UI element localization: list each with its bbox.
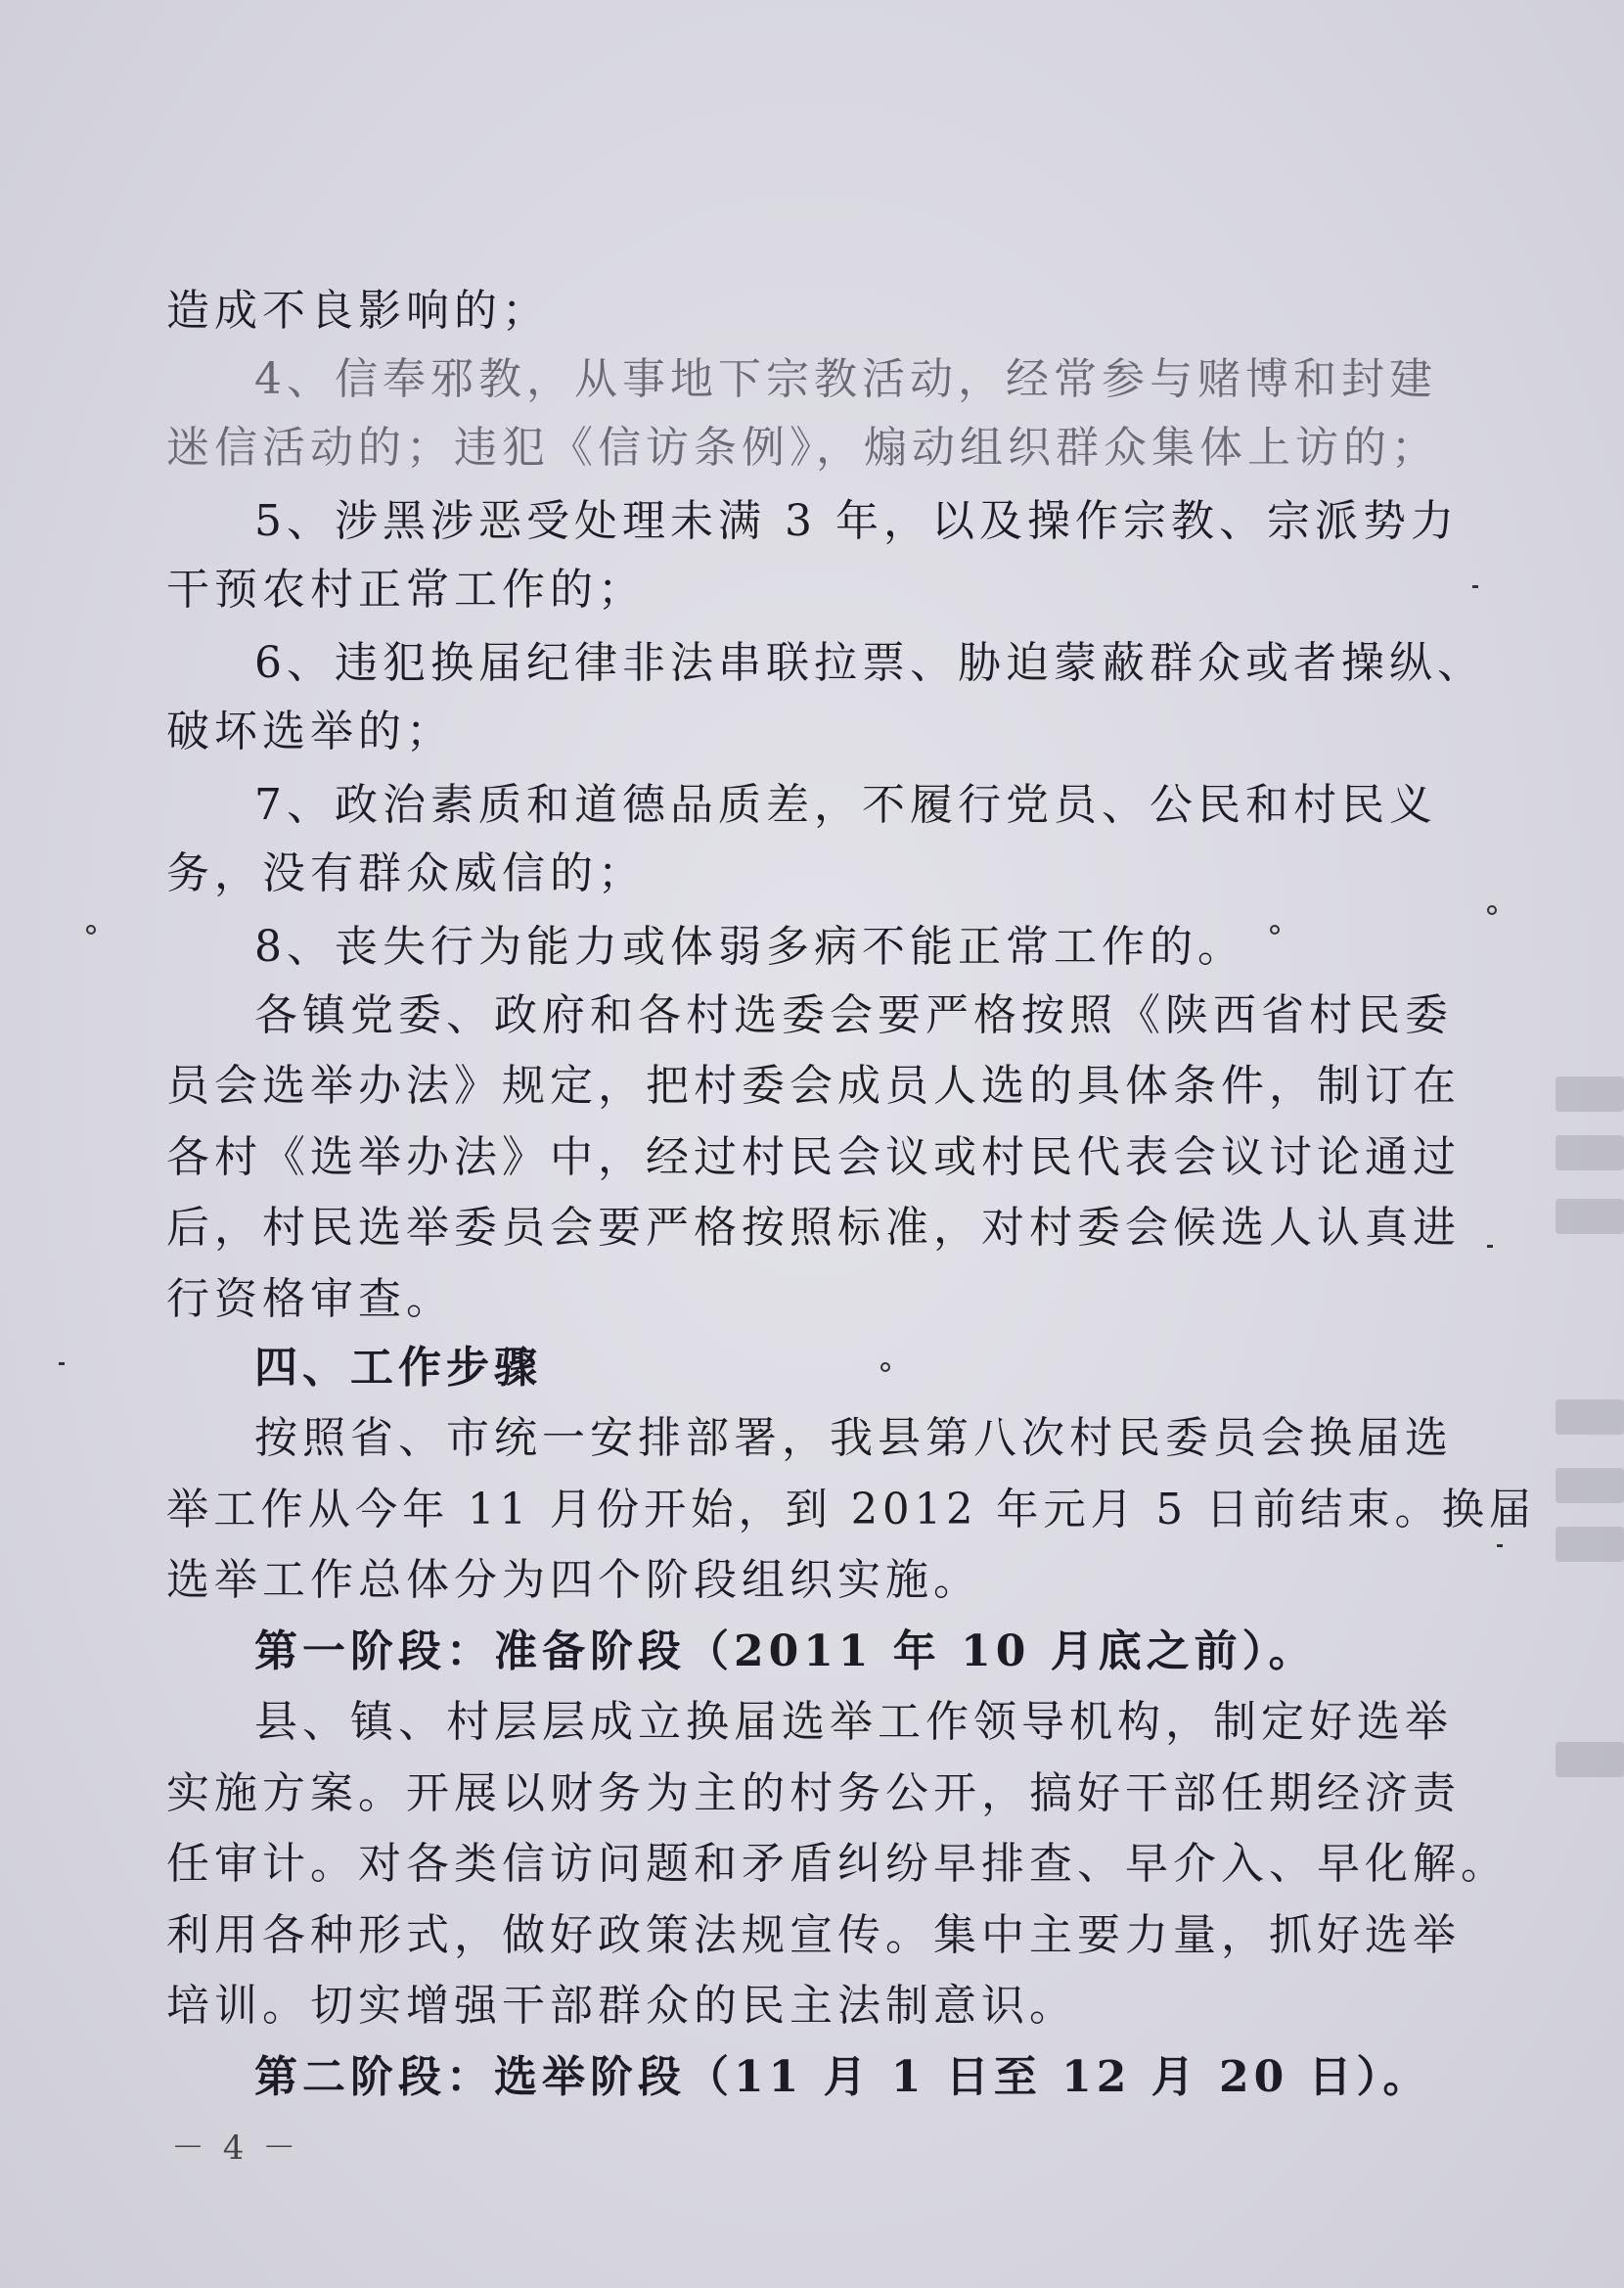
scan-mark [59,1362,65,1365]
text-line: 任审计。对各类信访问题和矛盾纠纷早排查、早介入、早化解。 [166,1839,1509,1889]
bleed-through-mark [1556,1468,1624,1503]
stage-heading: 第一阶段：准备阶段（2011 年 10 月底之前）。 [254,1626,1317,1676]
scan-mark [1497,1544,1503,1547]
text-line: 员会选举办法》规定，把村委会成员人选的具体条件，制订在 [166,1061,1461,1111]
text-line: 各村《选举办法》中，经过村民会议或村民代表会议讨论通过 [166,1132,1461,1182]
text-line: 干预农村正常工作的； [166,565,646,615]
text-line: 4、信奉邪教，从事地下宗教活动，经常参与赌博和封建 [254,354,1437,404]
scan-speck [1487,905,1497,915]
stage-heading: 第二阶段：选举阶段（11 月 1 日至 12 月 20 日）。 [254,2052,1431,2102]
bleed-through-mark [1556,1076,1624,1112]
text-line: 8、丧失行为能力或体弱多病不能正常工作的。 [254,922,1245,972]
scan-speck [1270,925,1280,935]
scan-mark [1487,1245,1493,1248]
scan-mark [1472,585,1478,588]
text-line: 5、涉黑涉恶受处理未满 3 年，以及操作宗教、宗派势力 [254,496,1459,546]
bleed-through-mark [1556,1135,1624,1170]
text-line: 按照省、市统一安排部署，我县第八次村民委员会换届选 [254,1413,1453,1463]
text-line: 行资格审查。 [166,1274,454,1324]
text-line: 培训。切实增强干部群众的民主法制意识。 [166,1981,1077,2031]
bleed-through-mark [1556,1199,1624,1234]
text-line: 实施方案。开展以财务为主的村务公开，搞好干部任期经济责 [166,1768,1461,1818]
text-line: 后，村民选举委员会要严格按照标准，对村委会候选人认真进 [166,1203,1461,1253]
text-line: 利用各种形式，做好政策法规宣传。集中主要力量，抓好选举 [166,1910,1461,1960]
scan-speck [880,1362,890,1372]
text-line: 选举工作总体分为四个阶段组织实施。 [166,1555,981,1605]
text-line: 造成不良影响的； [166,286,550,336]
page-number: － 4 － [171,2128,300,2168]
text-line: 县、镇、村层层成立换届选举工作领导机构，制定好选举 [254,1697,1453,1747]
text-line: 举工作从今年 11 月份开始，到 2012 年元月 5 日前结束。换届 [166,1485,1537,1534]
text-line: 务，没有群众威信的； [166,848,646,898]
section-heading: 四、工作步骤 [254,1343,542,1393]
text-line: 7、政治素质和道德品质差，不履行党员、公民和村民义 [254,780,1437,830]
bleed-through-mark [1556,1527,1624,1562]
text-line: 迷信活动的；违犯《信访条例》，煽动组织群众集体上访的； [166,423,1439,473]
text-line: 破坏选举的； [166,707,454,756]
text-line: 6、违犯换届纪律非法串联拉票、胁迫蒙蔽群众或者操纵、 [254,638,1485,688]
scan-speck [86,925,96,935]
bleed-through-mark [1556,1742,1624,1777]
text-line: 各镇党委、政府和各村选委会要严格按照《陕西省村民委 [254,990,1453,1040]
bleed-through-mark [1556,1399,1624,1435]
